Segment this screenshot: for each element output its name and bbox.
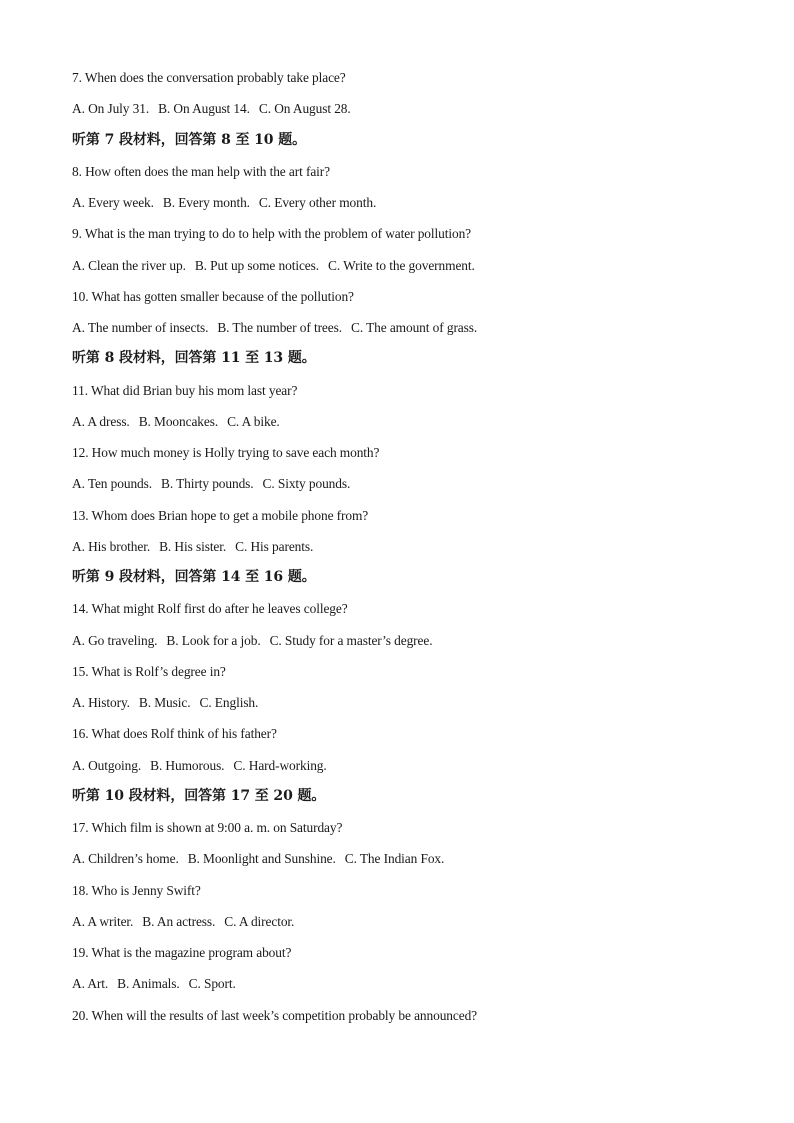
question-17: 17. Which film is shown at 9:00 a. m. on Saturday? <box>72 820 343 835</box>
option-c: C. The Indian Fox. <box>344 851 445 867</box>
option-b: B. His sister. <box>159 538 227 554</box>
option-c: C. The amount of grass. <box>350 320 478 335</box>
options-18 <box>72 906 732 937</box>
option-c: C. A bike. <box>227 413 280 429</box>
question-12: 12. How much money is Holly trying to save each month? <box>72 445 380 460</box>
option-b: B. Thirty pounds. <box>161 476 254 492</box>
option-b: B. Look for a job. <box>166 632 261 648</box>
option-b: B. Music. <box>138 695 191 710</box>
option-c: C. His parents. <box>235 538 314 554</box>
question-18: 18. Who is Jenny Swift? <box>72 882 201 898</box>
option-a: A. Children’s home. <box>72 851 179 867</box>
option-c: C. On August 28. <box>258 101 351 117</box>
option-b: B. An actress. <box>142 913 216 929</box>
options-8 <box>72 187 732 218</box>
option-b: B. Mooncakes. <box>138 413 219 429</box>
option-b: B. The number of trees. <box>217 320 342 335</box>
options-14 <box>72 625 732 656</box>
options-17 <box>72 843 732 874</box>
option-a: A. History. <box>72 695 130 710</box>
option-b: B. Animals. <box>117 976 180 992</box>
option-c: C. Write to the government. <box>328 257 475 273</box>
option-a: A. The number of insects. <box>72 320 209 335</box>
option-a: A. Ten pounds. <box>72 476 152 492</box>
options-7 <box>72 93 732 124</box>
question-16: 16. What does Rolf think of his father? <box>72 726 277 742</box>
option-a: A. Clean the river up. <box>72 257 186 273</box>
question-7: 7. When does the conversation probably take place? <box>72 70 346 85</box>
options-13 <box>72 531 732 562</box>
question-20: 20. When will the results of last week’s competition probably be announced? <box>72 1007 478 1023</box>
option-b: B. Every month. <box>162 195 250 210</box>
question-11: 11. What did Brian buy his mom last year? <box>72 382 298 398</box>
options-9 <box>72 250 732 281</box>
document-page <box>72 62 732 1031</box>
question-10: 10. What has gotten smaller because of the pollution? <box>72 288 354 304</box>
options-10 <box>72 312 732 343</box>
option-a: A. Go traveling. <box>72 632 158 648</box>
option-c: C. English. <box>199 695 259 710</box>
section-heading-8: 听第 8 段材料，回答第 11 至 13 题。 <box>72 350 316 367</box>
option-b: B. Put up some notices. <box>194 257 319 273</box>
question-14: 14. What might Rolf first do after he leaves college? <box>72 601 348 617</box>
option-c: C. Every other month. <box>258 195 377 210</box>
section-heading-10: 听第 10 段材料，回答第 17 至 20 题。 <box>72 787 326 804</box>
option-c: C. Sport. <box>188 976 236 992</box>
option-a: A. His brother. <box>72 538 151 554</box>
option-c: C. Sixty pounds. <box>262 476 351 492</box>
option-a: A. Art. <box>72 976 109 992</box>
option-a: A. Outgoing. <box>72 757 142 773</box>
question-8: 8. How often does the man help with the art fair? <box>72 163 330 179</box>
question-15: 15. What is Rolf’s degree in? <box>72 663 226 679</box>
option-a: A. A writer. <box>72 913 134 929</box>
option-b: B. Humorous. <box>150 757 225 773</box>
option-c: C. Study for a master’s degree. <box>269 632 433 648</box>
options-12 <box>72 468 732 499</box>
section-heading-7: 听第 7 段材料，回答第 8 至 10 题。 <box>72 131 307 148</box>
section-heading-9: 听第 9 段材料，回答第 14 至 16 题。 <box>72 569 316 585</box>
option-c: C. A director. <box>224 913 295 929</box>
option-a: A. Every week. <box>72 195 154 210</box>
option-b: B. On August 14. <box>158 101 250 117</box>
options-11 <box>72 406 732 437</box>
options-16 <box>72 750 732 781</box>
option-c: C. Hard-working. <box>233 757 327 773</box>
option-a: A. On July 31. <box>72 101 150 117</box>
option-a: A. A dress. <box>72 413 130 429</box>
question-13: 13. Whom does Brian hope to get a mobile phone from? <box>72 507 369 523</box>
options-15 <box>72 687 732 718</box>
question-19: 19. What is the magazine program about? <box>72 945 292 960</box>
option-b: B. Moonlight and Sunshine. <box>187 851 336 867</box>
question-9: 9. What is the man trying to do to help with the problem of water pollution? <box>72 226 472 242</box>
options-19 <box>72 968 732 999</box>
